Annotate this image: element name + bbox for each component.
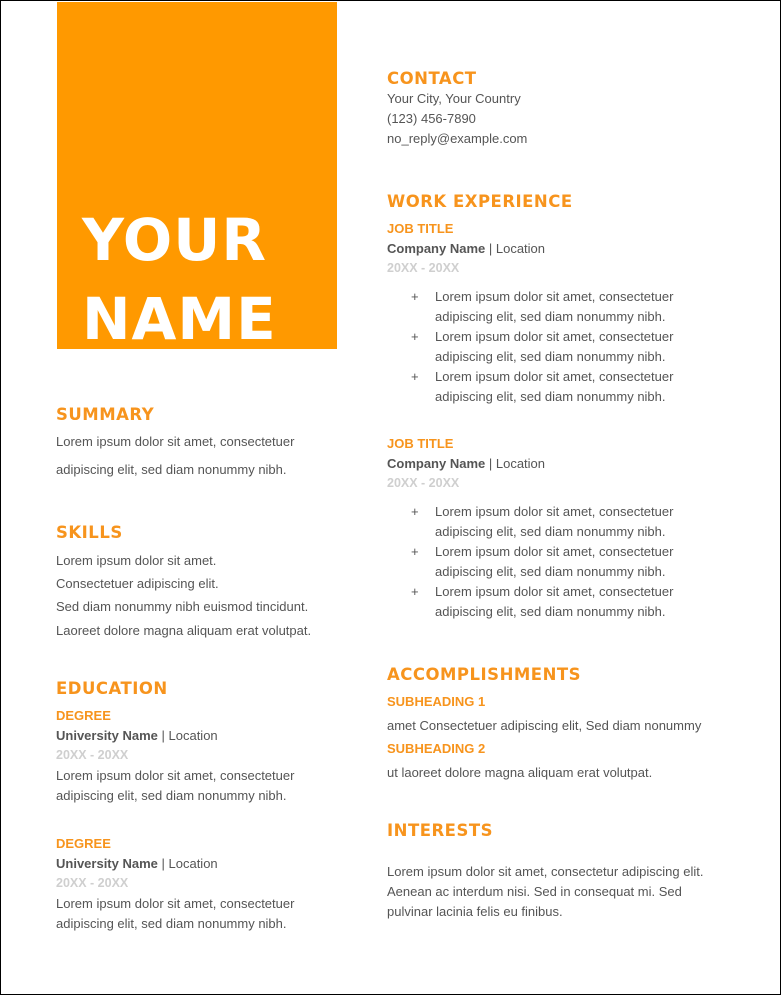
education-desc-line-1: Lorem ipsum dolor sit amet, consectetuer bbox=[56, 896, 295, 911]
contact-phone: (123) 456-7890 bbox=[387, 111, 476, 126]
job-bullet-line-1: Lorem ipsum dolor sit amet, consectetuer bbox=[435, 584, 674, 599]
job-title: JOB TITLE bbox=[387, 221, 454, 236]
job-dates: 20XX - 20XX bbox=[387, 476, 460, 490]
education-desc-line-1: Lorem ipsum dolor sit amet, consectetuer bbox=[56, 768, 295, 783]
education-desc-line-2: adipiscing elit, sed diam nonummy nibh. bbox=[56, 916, 287, 931]
school-location: Location bbox=[168, 856, 218, 871]
job-bullet-line-2: adipiscing elit, sed diam nonummy nibh. bbox=[435, 604, 666, 619]
bullet-plus-icon: + bbox=[411, 289, 419, 304]
job-bullet-line-1: Lorem ipsum dolor sit amet, consectetuer bbox=[435, 369, 674, 384]
accomplishment-text-2: ut laoreet dolore magna aliquam erat volutpat. bbox=[387, 765, 653, 780]
contact-heading: CONTACT bbox=[387, 69, 477, 88]
company-line bbox=[387, 454, 545, 474]
name-banner bbox=[57, 2, 337, 353]
name-line-2: NAME bbox=[82, 285, 277, 353]
separator: | bbox=[157, 856, 169, 871]
separator: | bbox=[485, 456, 496, 471]
job-bullet-line-1: Lorem ipsum dolor sit amet, consectetuer bbox=[435, 329, 674, 344]
company-location: Location bbox=[495, 456, 546, 471]
separator: | bbox=[485, 241, 496, 256]
job-bullet-line-1: Lorem ipsum dolor sit amet, consectetuer bbox=[435, 544, 674, 559]
job-bullet-line-1: Lorem ipsum dolor sit amet, consectetuer bbox=[435, 289, 674, 304]
education-dates: 20XX - 20XX bbox=[56, 748, 129, 762]
interests-line-3: pulvinar lacinia felis eu finibus. bbox=[387, 904, 563, 919]
summary-line-2: adipiscing elit, sed diam nonummy nibh. bbox=[56, 462, 287, 477]
bullet-plus-icon: + bbox=[411, 584, 419, 599]
accomplishments-heading: ACCOMPLISHMENTS bbox=[387, 665, 582, 684]
contact-email[interactable]: no_reply@example.com bbox=[387, 131, 528, 146]
skill-item: Consectetuer adipiscing elit. bbox=[56, 576, 219, 591]
company-name: Company Name bbox=[387, 241, 486, 256]
subheading-1: SUBHEADING 1 bbox=[387, 694, 486, 709]
job-bullet-line-2: adipiscing elit, sed diam nonummy nibh. bbox=[435, 389, 666, 404]
bullet-plus-icon: + bbox=[411, 329, 419, 344]
degree-title: DEGREE bbox=[56, 836, 111, 851]
school-line bbox=[56, 726, 218, 746]
summary-line-1: Lorem ipsum dolor sit amet, consectetuer bbox=[56, 434, 295, 449]
job-bullet-line-2: adipiscing elit, sed diam nonummy nibh. bbox=[435, 309, 666, 324]
subheading-2: SUBHEADING 2 bbox=[387, 741, 486, 756]
interests-line-1: Lorem ipsum dolor sit amet, consectetur adipiscing elit. bbox=[387, 864, 704, 879]
skill-item: Laoreet dolore magna aliquam erat volutpat. bbox=[56, 623, 312, 638]
company-name: Company Name bbox=[387, 456, 486, 471]
accomplishment-text-1: amet Consectetuer adipiscing elit, Sed diam nonummy bbox=[387, 718, 702, 733]
job-bullet-line-2: adipiscing elit, sed diam nonummy nibh. bbox=[435, 349, 666, 364]
bullet-plus-icon: + bbox=[411, 544, 419, 559]
bullet-plus-icon: + bbox=[411, 369, 419, 384]
job-bullet-line-1: Lorem ipsum dolor sit amet, consectetuer bbox=[435, 504, 674, 519]
summary-heading: SUMMARY bbox=[56, 405, 155, 424]
job-dates: 20XX - 20XX bbox=[387, 261, 460, 275]
education-heading: EDUCATION bbox=[56, 679, 168, 698]
work-heading: WORK EXPERIENCE bbox=[387, 192, 573, 211]
skills-heading: SKILLS bbox=[56, 523, 123, 542]
school-name: University Name bbox=[56, 856, 158, 871]
skill-item: Sed diam nonummy nibh euismod tincidunt. bbox=[56, 599, 309, 614]
job-title: JOB TITLE bbox=[387, 436, 454, 451]
name-line-1: YOUR bbox=[82, 206, 267, 274]
job-bullet-line-2: adipiscing elit, sed diam nonummy nibh. bbox=[435, 524, 666, 539]
education-desc-line-2: adipiscing elit, sed diam nonummy nibh. bbox=[56, 788, 287, 803]
skill-item: Lorem ipsum dolor sit amet. bbox=[56, 553, 217, 568]
school-line bbox=[56, 854, 218, 874]
school-location: Location bbox=[168, 728, 218, 743]
education-dates: 20XX - 20XX bbox=[56, 876, 129, 890]
degree-title: DEGREE bbox=[56, 708, 111, 723]
contact-city: Your City, Your Country bbox=[387, 91, 521, 106]
separator: | bbox=[157, 728, 169, 743]
interests-line-2: Aenean ac interdum nisi. Sed in consequat mi. Sed bbox=[387, 884, 682, 899]
bullet-plus-icon: + bbox=[411, 504, 419, 519]
company-location: Location bbox=[495, 241, 546, 256]
school-name: University Name bbox=[56, 728, 158, 743]
interests-heading: INTERESTS bbox=[387, 821, 493, 840]
job-bullet-line-2: adipiscing elit, sed diam nonummy nibh. bbox=[435, 564, 666, 579]
company-line bbox=[387, 239, 545, 259]
